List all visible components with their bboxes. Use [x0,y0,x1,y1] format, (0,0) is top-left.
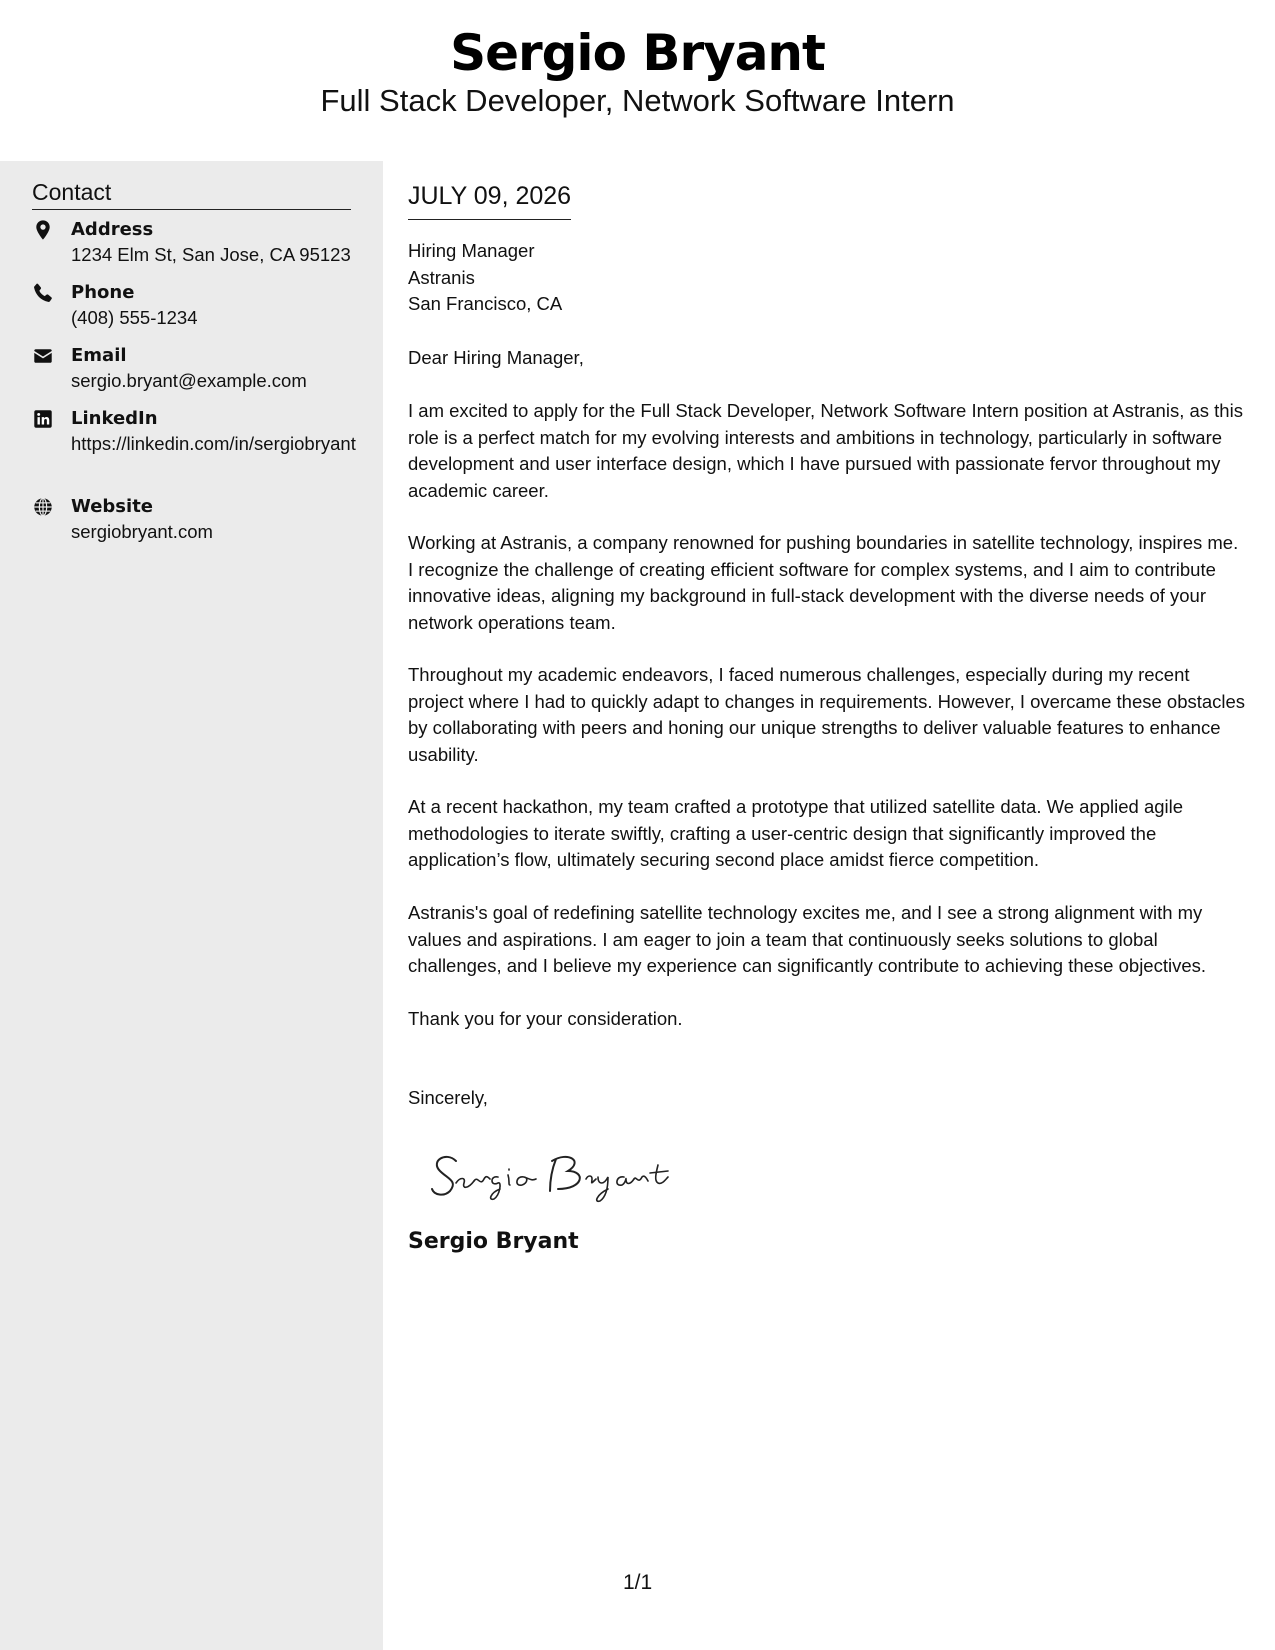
contact-value: https://linkedin.com/in/sergiobryant [71,433,356,454]
contact-heading: Contact [32,175,351,210]
recipient-line: Astranis [408,266,475,288]
contact-value: sergiobryant.com [71,521,213,542]
body-paragraph: Throughout my academic endeavors, I faced numerous challenges, especially during my recent project where I had to quickly adapt to changes in requirements. However, I overcame these obstacles by collaborating with peers and honing our unique strengths to deliver valuable features to enhance usability. [408,664,1246,765]
body-paragraph: Working at Astranis, a company renowned for pushing boundaries in satellite technology, inspires me. I recognize the challenge of creating efficient software for complex systems, and I aim to contribute innovative ideas, aligning my background in full-stack development with the diverse needs of your network operations team. [408,532,1239,633]
contact-value: 1234 Elm St, San Jose, CA 95123 [71,244,351,265]
recipient-line: San Francisco, CA [408,293,563,314]
body-paragraph: Astranis's goal of redefining satellite technology excites me, and I see a strong alignment with my values and aspirations. I am eager to join a team that continuously seeks solutions to global challenges, and I believe my experience can significantly contribute to achieving these objectives. [408,902,1207,976]
recipient-line: Hiring Manager [408,240,535,261]
signed-name: Sergio Bryant [408,1229,579,1254]
phone-icon [32,282,54,304]
body-paragraph: At a recent hackathon, my team crafted a prototype that utilized satellite data. We applied agile methodologies to iterate swiftly, crafting a user-centric design that significantly improved the application’s flow, ultimately securing second place amidst fierce competition. [408,796,1184,870]
closing: Sincerely, [408,1087,488,1108]
contact-label: Phone [71,282,135,303]
applicant-name: Sergio Bryant [450,24,825,82]
contact-value: sergio.bryant@example.com [71,370,307,391]
body-paragraph: Thank you for your consideration. [408,1008,683,1029]
contact-sidebar [0,161,383,1650]
applicant-role: Full Stack Developer, Network Software Intern [320,83,955,118]
contact-value: (408) 555-1234 [71,307,198,328]
page-number: 1/1 [623,1571,653,1594]
contact-label: Email [71,345,127,366]
contact-label: Website [71,496,154,517]
recipient-block [408,238,562,318]
salutation: Dear Hiring Manager, [408,347,584,368]
envelope-icon [32,345,54,367]
body-paragraph: I am excited to apply for the Full Stack Developer, Network Software Intern position at Astranis, as this role is a perfect match for my evolving interests and ambitions in technology, particularly in software development and user interface design, which I have pursued with passionate fervor throughout my academic career. [408,400,1243,501]
contact-label: LinkedIn [71,408,158,429]
map-pin-icon [32,219,54,241]
contact-label: Address [71,219,154,240]
letter-date: JULY 09, 2026 [408,179,571,220]
linkedin-icon [32,408,54,430]
globe-icon [32,496,54,518]
handwritten-signature [428,1139,688,1209]
